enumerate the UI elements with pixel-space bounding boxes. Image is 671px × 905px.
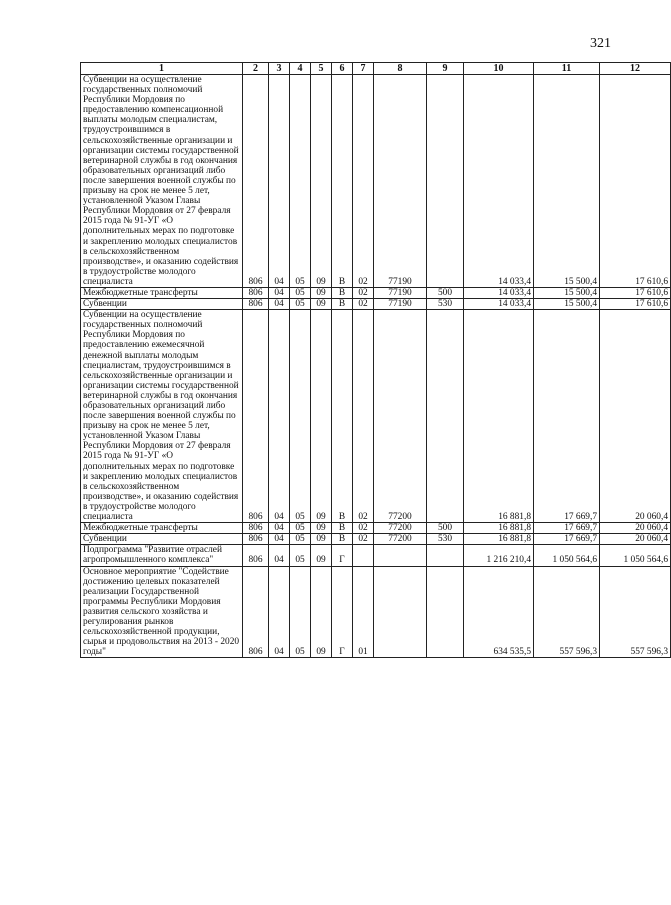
- cell-code: Г: [332, 566, 353, 658]
- cell-code: 04: [269, 287, 290, 298]
- cell-code: 09: [311, 75, 332, 288]
- table-row: [81, 566, 671, 658]
- row-name: Субвенции: [81, 299, 243, 310]
- cell-amount: 1 050 564,6: [600, 545, 671, 566]
- cell-code: 05: [290, 566, 311, 658]
- column-header: 8: [374, 63, 427, 75]
- cell-code: 04: [269, 523, 290, 534]
- column-header: 7: [353, 63, 374, 75]
- cell-code: 01: [353, 566, 374, 658]
- cell-code: 04: [269, 310, 290, 523]
- cell-code: 77200: [374, 534, 427, 545]
- cell-amount: 17 610,6: [600, 287, 671, 298]
- cell-code: [427, 310, 464, 523]
- cell-code: 77190: [374, 75, 427, 288]
- cell-code: 806: [243, 545, 269, 566]
- table-row: [81, 534, 671, 545]
- row-name: Межбюджетные трансферты: [81, 523, 243, 534]
- cell-code: [353, 545, 374, 566]
- cell-code: 806: [243, 310, 269, 523]
- table-row: [81, 75, 671, 288]
- table-row: [81, 310, 671, 523]
- cell-code: 500: [427, 287, 464, 298]
- cell-code: В: [332, 523, 353, 534]
- cell-amount: 1 050 564,6: [534, 545, 600, 566]
- cell-code: 02: [353, 287, 374, 298]
- cell-amount: 17 669,7: [534, 310, 600, 523]
- cell-amount: 557 596,3: [600, 566, 671, 658]
- cell-amount: 15 500,4: [534, 299, 600, 310]
- cell-code: 09: [311, 287, 332, 298]
- budget-table: [80, 62, 671, 658]
- table-row: [81, 545, 671, 566]
- cell-amount: 17 610,6: [600, 299, 671, 310]
- cell-code: 77190: [374, 287, 427, 298]
- cell-code: 04: [269, 534, 290, 545]
- row-name: Основное мероприятие "Содействие достижению целевых показателей реализации Государственной программы Республики Мордовия развития сельского хозяйства и регулирования рынков сельскохозяйственной продукции, сырья и продовольствия на 2013 - 2020 годы": [81, 566, 243, 658]
- cell-amount: 20 060,4: [600, 310, 671, 523]
- cell-code: 02: [353, 523, 374, 534]
- cell-code: 500: [427, 523, 464, 534]
- cell-amount: 15 500,4: [534, 75, 600, 288]
- cell-code: В: [332, 299, 353, 310]
- cell-code: 530: [427, 299, 464, 310]
- cell-code: 04: [269, 75, 290, 288]
- table-row: [81, 287, 671, 298]
- column-header: 11: [534, 63, 600, 75]
- cell-amount: 14 033,4: [464, 75, 534, 288]
- cell-code: 806: [243, 75, 269, 288]
- cell-amount: 557 596,3: [534, 566, 600, 658]
- cell-code: В: [332, 310, 353, 523]
- page-number: 321: [590, 36, 611, 51]
- cell-code: 02: [353, 299, 374, 310]
- cell-code: 02: [353, 75, 374, 288]
- cell-amount: 634 535,5: [464, 566, 534, 658]
- row-name: Субвенции: [81, 534, 243, 545]
- cell-code: 77200: [374, 523, 427, 534]
- cell-code: 806: [243, 287, 269, 298]
- cell-amount: 20 060,4: [600, 534, 671, 545]
- column-header-row: [81, 63, 671, 75]
- cell-code: Г: [332, 545, 353, 566]
- cell-code: 04: [269, 566, 290, 658]
- cell-code: 05: [290, 545, 311, 566]
- column-header: 2: [243, 63, 269, 75]
- cell-amount: 17 669,7: [534, 534, 600, 545]
- cell-amount: 17 669,7: [534, 523, 600, 534]
- cell-code: [427, 566, 464, 658]
- cell-code: 806: [243, 299, 269, 310]
- cell-code: 05: [290, 299, 311, 310]
- cell-code: 530: [427, 534, 464, 545]
- table-row: [81, 523, 671, 534]
- column-header: 6: [332, 63, 353, 75]
- column-header: 3: [269, 63, 290, 75]
- cell-code: 09: [311, 310, 332, 523]
- cell-amount: 16 881,8: [464, 310, 534, 523]
- cell-code: [427, 75, 464, 288]
- cell-code: 09: [311, 523, 332, 534]
- cell-code: 02: [353, 310, 374, 523]
- cell-code: 05: [290, 523, 311, 534]
- cell-amount: 15 500,4: [534, 287, 600, 298]
- cell-code: 02: [353, 534, 374, 545]
- cell-code: 04: [269, 545, 290, 566]
- cell-code: 05: [290, 75, 311, 288]
- cell-code: 806: [243, 523, 269, 534]
- cell-code: 05: [290, 534, 311, 545]
- cell-code: 77190: [374, 299, 427, 310]
- cell-amount: 14 033,4: [464, 299, 534, 310]
- cell-code: 77200: [374, 310, 427, 523]
- column-header: 1: [81, 63, 243, 75]
- cell-code: 09: [311, 566, 332, 658]
- cell-code: 09: [311, 299, 332, 310]
- cell-code: 05: [290, 287, 311, 298]
- row-name: Субвенции на осуществление государственных полномочий Республики Мордовия по предоставлению ежемесячной денежной выплаты молодым специалистам, трудоустроившимся в сельскохозяйственные организации и организации системы государственной ветеринарной службы в год окончания образовательных организаций либо после завершения военной службы по призыву на срок не менее 5 лет, установленной Указом Главы Республики Мордовия от 27 февраля 2015 года № 91-УГ «О дополнительных мерах по подготовке и закреплению молодых специалистов в сельскохозяйственном производстве», и оказанию содействия в трудоустройстве молодого специалиста: [81, 310, 243, 523]
- column-header: 4: [290, 63, 311, 75]
- cell-code: [374, 566, 427, 658]
- cell-code: В: [332, 75, 353, 288]
- cell-code: [427, 545, 464, 566]
- column-header: 9: [427, 63, 464, 75]
- row-name: Субвенции на осуществление государственных полномочий Республики Мордовия по предоставлению компенсационной выплаты молодым специалистам, трудоустроившимся в сельскохозяйственные организации и организации системы государственной ветеринарной службы в год окончания образовательных организаций либо после завершения военной службы по призыву на срок не менее 5 лет, установленной Указом Главы Республики Мордовия от 27 февраля 2015 года № 91-УГ «О дополнительных мерах по подготовке и закреплению молодых специалистов в сельскохозяйственном производстве», и оказанию содействия в трудоустройстве молодого специалиста: [81, 75, 243, 288]
- cell-code: 806: [243, 534, 269, 545]
- cell-code: 05: [290, 310, 311, 523]
- cell-amount: 16 881,8: [464, 523, 534, 534]
- cell-code: В: [332, 287, 353, 298]
- column-header: 12: [600, 63, 671, 75]
- row-name: Межбюджетные трансферты: [81, 287, 243, 298]
- cell-amount: 20 060,4: [600, 523, 671, 534]
- cell-amount: 17 610,6: [600, 75, 671, 288]
- cell-amount: 16 881,8: [464, 534, 534, 545]
- cell-code: 806: [243, 566, 269, 658]
- column-header: 5: [311, 63, 332, 75]
- column-header: 10: [464, 63, 534, 75]
- table-row: [81, 299, 671, 310]
- cell-amount: 14 033,4: [464, 287, 534, 298]
- cell-code: 09: [311, 545, 332, 566]
- row-name: Подпрограмма "Развитие отраслей агропромышленного комплекса": [81, 545, 243, 566]
- cell-code: В: [332, 534, 353, 545]
- cell-amount: 1 216 210,4: [464, 545, 534, 566]
- cell-code: [374, 545, 427, 566]
- cell-code: 04: [269, 299, 290, 310]
- cell-code: 09: [311, 534, 332, 545]
